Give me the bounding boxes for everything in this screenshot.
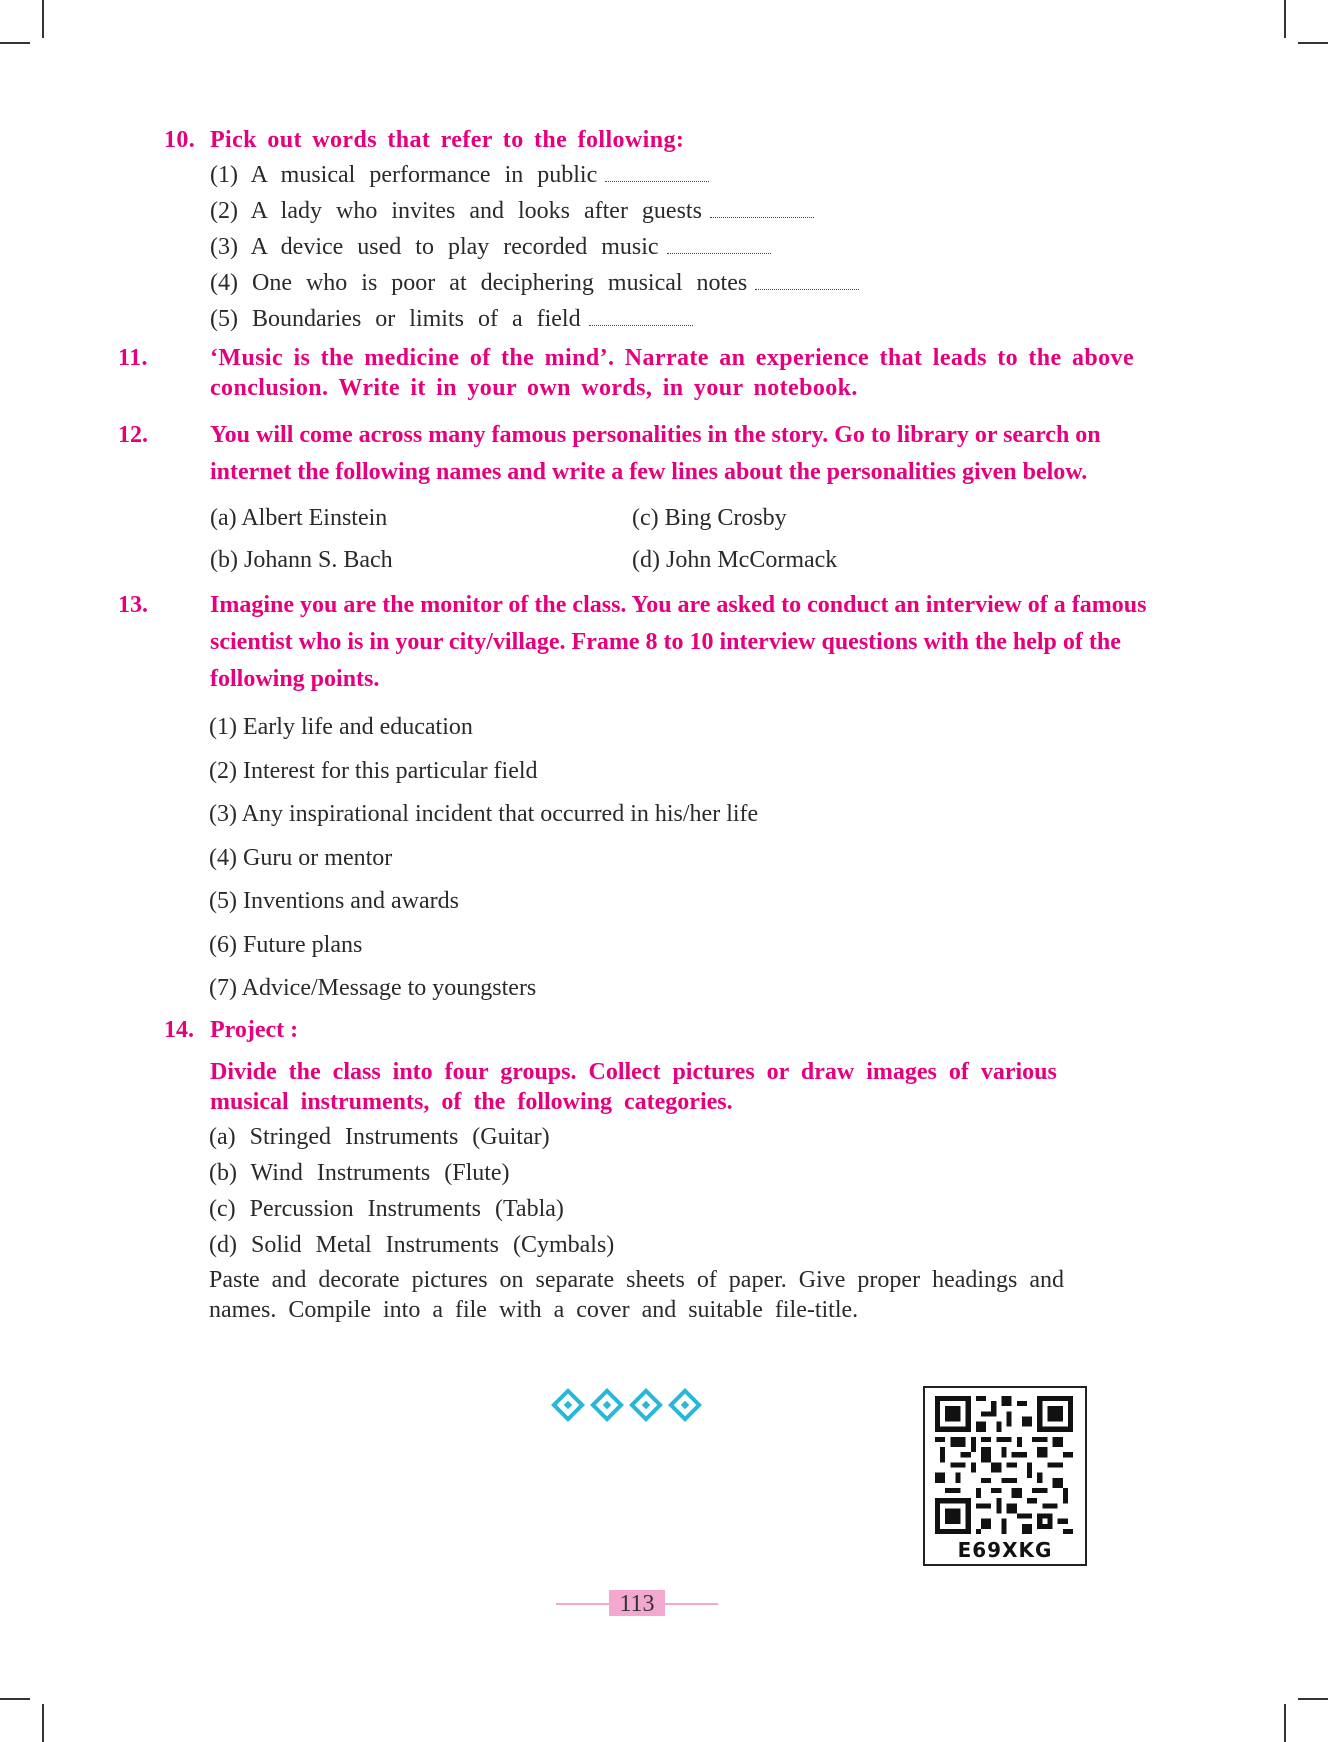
question-number: 14. [164,1016,194,1043]
question-text: You will come across many famous personalities in the story. Go to library or search on internet the following names and write a few lines about the personalities given below. [210,422,1101,485]
answer-blank[interactable] [710,201,814,218]
list-item: (a) Stringed Instruments (Guitar) [209,1123,550,1150]
project-body: Paste and decorate pictures on separate sheets of paper. Give proper headings and names. Compile into a file with a cover and suitable file-title. [209,1266,1065,1323]
diamond-icon [668,1388,702,1422]
list-item: (5) Inventions and awards [209,888,459,914]
list-item: (d) John McCormack [632,547,838,573]
list-item: (a) Albert Einstein [210,505,388,531]
list-item: (b) Johann S. Bach [210,547,393,573]
list-item: (d) Solid Metal Instruments (Cymbals) [209,1231,615,1258]
page-footer [556,1590,718,1618]
crop-mark [0,1698,30,1700]
diamond-icon [590,1388,624,1422]
crop-mark [1284,1704,1286,1742]
page-content [118,125,1147,1325]
instrument-categories [164,1119,1124,1263]
list-item: (5) Boundaries or limits of a field [210,301,1124,337]
question-number: 13. [118,592,148,618]
diamond-icon [629,1388,663,1422]
list-item: (4) Guru or mentor [209,844,393,871]
question-number: 12. [118,422,148,448]
question-10 [164,125,1124,155]
list-item: (2) Interest for this particular field [209,757,538,784]
question-13 [118,587,1156,698]
list-item: (6) Future plans [209,931,363,958]
question-text: ‘Music is the medicine of the mind’. Narrate an experience that leads to the above conclusion. Write it in your own words, in your notebook. [210,345,1134,401]
question-text: Pick out words that refer to the following: [210,127,685,153]
crop-mark [1298,1698,1328,1700]
qr-code-label: E69XKG [957,1538,1053,1562]
crop-mark [0,42,30,44]
personality-list [164,501,1124,577]
question-11 [118,343,1140,403]
crop-mark [1298,42,1328,44]
qr-pattern-icon [935,1396,1073,1534]
question-14 [164,1011,1124,1049]
list-item: (b) Wind Instruments (Flute) [209,1159,510,1186]
interview-points [164,706,1124,1011]
list-item: (3) Any inspirational incident that occurred in his/her life [209,801,759,827]
crop-mark [42,0,44,38]
page-number: 113 [609,1590,665,1616]
list-item: (2) A lady who invites and looks after guests [210,193,1124,229]
word-list [164,157,1124,337]
diamond-icon [551,1388,585,1422]
list-item: (3) A device used to play recorded music [210,229,1124,265]
list-item: (1) Early life and education [209,714,473,740]
crop-mark [42,1704,44,1742]
qr-code[interactable] [923,1386,1087,1566]
answer-blank[interactable] [667,237,771,254]
project-instruction: Divide the class into four groups. Collect pictures or draw images of various musical instruments, of the following categories. [210,1058,1057,1115]
list-item: (c) Percussion Instruments (Tabla) [209,1195,564,1222]
question-text: Imagine you are the monitor of the class. You are asked to conduct an interview of a famous scientist who is in your city/village. Frame 8 to 10 interview questions with the help of the following points. [210,592,1147,692]
question-number: 10. [164,127,196,153]
ornament [556,1393,697,1417]
list-item: (1) A musical performance in public [210,157,1124,193]
answer-blank[interactable] [755,273,859,290]
answer-blank[interactable] [589,309,693,326]
question-number: 11. [118,345,148,371]
question-12 [118,417,1156,491]
crop-mark [1284,0,1286,38]
list-item: (7) Advice/Message to youngsters [209,975,537,1001]
list-item: (4) One who is poor at deciphering musical notes [210,265,1124,301]
answer-blank[interactable] [605,165,709,182]
list-item: (c) Bing Crosby [632,505,787,531]
project-title: Project : [210,1016,299,1043]
